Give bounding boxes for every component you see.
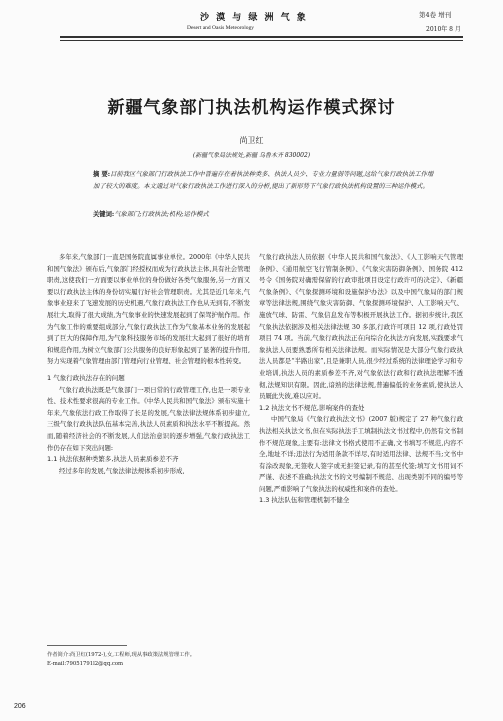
- paragraph: 多年来,气象部门一直是国务院直属事业单位。2000年《中华人民共和国气象法》颁布后,气象部门经授权而成为行政执法主体,具有社会管理职责,这使我们一方面要以事业单位的身份做好各类气象服务,另一方面又要以行政执法主体的身份切实履行好社会管理职责。尤其是近几年来,气象事业迎来了飞速发展的历史机遇,气象行政执法工作也从无到有,不断发展壮大,取得了很大成绩,为气象事业的快速发展起到了保驾护航作用。作为气象工作的重要组成部分,气象行政执法工作为气象基本业务的发展起到了巨大的保障作用,为气象科技服务市场的发展壮大起到了很好的培育和规范作用,为树立气象部门公共服务的良好形象起到了显著的提升作用,努力实现着气象管理由部门管理向行业管理、社会管理的根本性转变。: [47, 253, 250, 366]
- subsection-heading: 1.3 执法队伍和管理机制不健全: [259, 496, 350, 505]
- subsection-heading: 1.2 执法文书不规范,影响案件的查处: [259, 403, 365, 412]
- paragraph: 气象行政执法人员依据《中华人民共和国气象法》、《人工影响天气管理条例》、《通用航空飞行管制条例》、《气象灾害防御条例》、国务院 412 号令《国务院对确需保留的行政审批项目设定行政许可的决定》、《新疆气象条例》、《气象探测环境和设施保护办法》以及中国气象局的部门规章等法律法规,围绕气象灾害防御、气象探测环境保护、人工影响天气、施放气球、防雷、气象信息发布等积极开展执法工作。据初步统计,我区气象执法依据涉及相关法律法规 30 多部,行政许可项目 12 项,行政处罚项目 74 项。当前,气象行政执法正在向综合化执法方向发展,实践要求气象执法人员要熟悉所有相关法律法规。而实际情况是大部分气象行政执法人员都是“半路出家”,且是兼职人员,很少经过系统的法律理论学习和专业培训,执法人员的素质参差不齐,对气象依法行政和行政执法理解不透彻,法规知识有限。因此,谙熟的法律法规,普遍偏低的业务素质,使执法人员厩此失彼,难以应对。: [259, 253, 463, 401]
- keywords: [93, 209, 438, 218]
- left-column: [47, 252, 250, 477]
- header-rule: [60, 36, 463, 38]
- footnote-rule: [47, 645, 127, 646]
- abstract: [93, 169, 438, 192]
- abstract-text: 目前我区气象部门行政执法工作中普遍存在着执法种类多、执法人员少、专业力量弱等问题,这给气象行政执法工作增加了较大的难度。本文通过对气象行政执法工作进行深入的分析,提出了新形势下气象行政执法机构设置的三种运作模式。: [93, 171, 434, 190]
- paper-title: 新疆气象部门执法机构运作模式探讨: [107, 98, 396, 118]
- header-rule-thin: [60, 40, 463, 41]
- volume-info: 第4卷 增刊: [419, 11, 452, 19]
- paragraph: 中国气象局《气象行政执法文书》(2007 版)规定了 27 种气象行政执法相关执法文书,但在实际执法手工填制执法文书过程中,仍然有文书制作不规范现象,主要有:法律文书格式使用不正确,文书填写不规范,内容不全,地址不详;违法行为适用条款不详尽,有时适用法律、法规不当;文书中有涂改现象,无签收人签字或无拒签记录,有的甚至代签;填写文书用词不严谨、表述不准确;执法文书的文号编制不规范、出现类别不同的编号等问题,严重影响了气象执法的权威性和案件的查处。: [259, 415, 463, 493]
- page-number: 206: [14, 703, 26, 710]
- subsection-heading: 1.1 执法依据种类繁多,执法人员素质参差不齐: [47, 455, 179, 464]
- journal-title-english: Desert and Oasis Meteorology: [187, 25, 255, 31]
- abstract-label: 摘 要:: [93, 171, 111, 178]
- author: 尚卫红: [239, 136, 264, 145]
- journal-title: 沙 漠 与 绿 洲 气 象: [200, 13, 308, 23]
- right-column: [259, 252, 463, 507]
- keywords-label: 关键词:: [93, 211, 115, 218]
- keywords-text: 气象部门;行政执法;机构;运作模式: [114, 211, 209, 218]
- author-note: 作者简介:尚卫红(1972-),女,工程师,现从事政策法规管理工作。: [47, 652, 196, 658]
- author-email: E-mail:79051791l2@qq.com: [47, 661, 124, 667]
- issue-date: 2010年 8 月: [426, 26, 461, 33]
- section-heading: 1 气象行政执法存在的问题: [47, 373, 125, 382]
- affiliation: (新疆气象局法规处,新疆 乌鲁木齐 830002): [192, 152, 311, 159]
- paragraph: 经过多年的发展,气象法律法规体系初步形成,: [59, 466, 185, 475]
- paragraph: 气象行政执法既是气象部门一项日常的行政管理工作,也是一项专业性、技术性要求很高的专业工作。《中华人民共和国气象法》颁布实施十年来,气象依法行政工作取得了长足的发展,气象法律法规体系初步建立,三级气象行政执法队伍基本完善,执法人员素质和执法水平不断提高。然而,随着经济社会的不断发展,人们法治意识的逐步增强,气象行政执法工作仍存在如下突出问题:: [47, 385, 250, 452]
